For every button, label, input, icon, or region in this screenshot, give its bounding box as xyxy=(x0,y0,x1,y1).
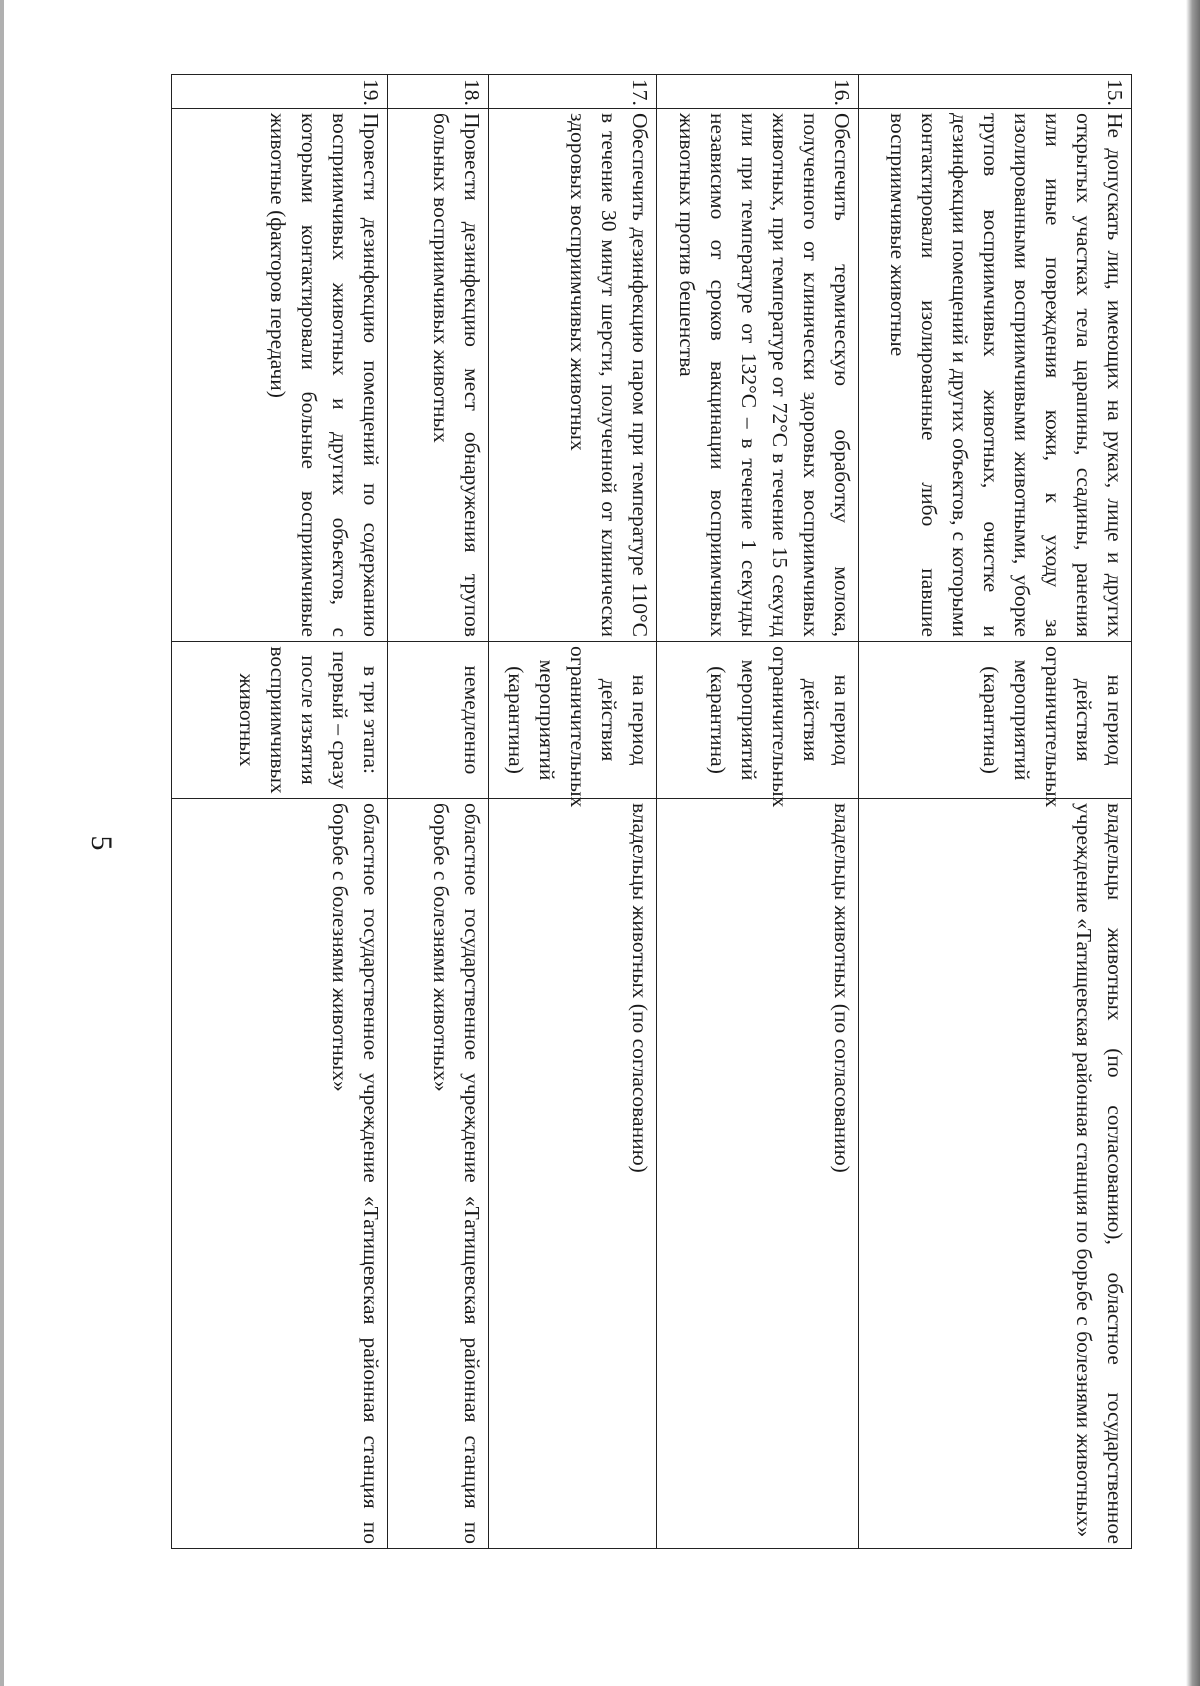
row-number: 17. xyxy=(489,75,657,109)
scan-edge-left xyxy=(0,0,4,1686)
responsible-text: владельцы животных (по согласованию), областное государственное учреждение «Татищевская районная станция по борьбе с болезнями животных» xyxy=(859,799,1132,1549)
page-number: 5 xyxy=(85,835,118,851)
table-container xyxy=(172,74,1132,1548)
deadline-text: в три этапа: первый – сразу после изъятия восприимчивых животных xyxy=(172,642,388,799)
row-number: 16. xyxy=(657,75,859,109)
measure-text: Обеспечить дезинфекцию паром при температуре 110°С в течение 30 минут шерсти, полученной от клинически здоровых восприимчивых животных xyxy=(489,109,657,642)
rotated-page-area xyxy=(172,74,1132,1548)
measure-text: Провести дезинфекцию мест обнаружения трупов больных восприимчивых животных xyxy=(388,109,489,642)
row-number: 19. xyxy=(172,75,388,109)
table-row xyxy=(859,75,1132,1549)
row-number: 18. xyxy=(388,75,489,109)
responsible-text: областное государственное учреждение «Татищевская районная станция по борьбе с болезнями животных» xyxy=(388,799,489,1549)
deadline-text: на период действия ограничительных мероприятий (карантина) xyxy=(657,642,859,799)
deadline-text: на период действия ограничительных мероприятий (карантина) xyxy=(489,642,657,799)
table-row xyxy=(172,75,388,1549)
row-number: 15. xyxy=(859,75,1132,109)
responsible-text: областное государственное учреждение «Татищевская районная станция по борьбе с болезнями животных» xyxy=(172,799,388,1549)
measure-text: Обеспечить термическую обработку молока, полученного от клинически здоровых восприимчивых животных, при температуре от 72°С в течение 15 секунд или при температуре от 132°С – в течение 1 секунды независимо от сроков вакцинации восприимчивых животных против бешенства xyxy=(657,109,859,642)
table-row xyxy=(489,75,657,1549)
measure-text: Не допускать лиц, имеющих на руках, лице и других открытых участках тела царапины, ссадины, ранения или иные повреждения кожи, к уходу за изолированными восприимчивыми животными, уборке трупов восприимчивых животных, очистке и дезинфекции помещений и других объектов, с которыми контактировали изолированные либо павшие восприимчивые животные xyxy=(859,109,1132,642)
deadline-text: немедленно xyxy=(388,642,489,799)
scan-edge-shadow xyxy=(1186,0,1200,1686)
responsible-text: владельцы животных (по согласованию) xyxy=(489,799,657,1549)
responsible-text: владельцы животных (по согласованию) xyxy=(657,799,859,1549)
measures-table xyxy=(171,74,1132,1549)
table-row xyxy=(388,75,489,1549)
measure-text: Провести дезинфекцию помещений по содержанию восприимчивых животных и других объектов, с которыми контактировали больные восприимчивые животные (факторов передачи) xyxy=(172,109,388,642)
table-row xyxy=(657,75,859,1549)
deadline-text: на период действия ограничительных мероприятий (карантина) xyxy=(859,642,1132,799)
